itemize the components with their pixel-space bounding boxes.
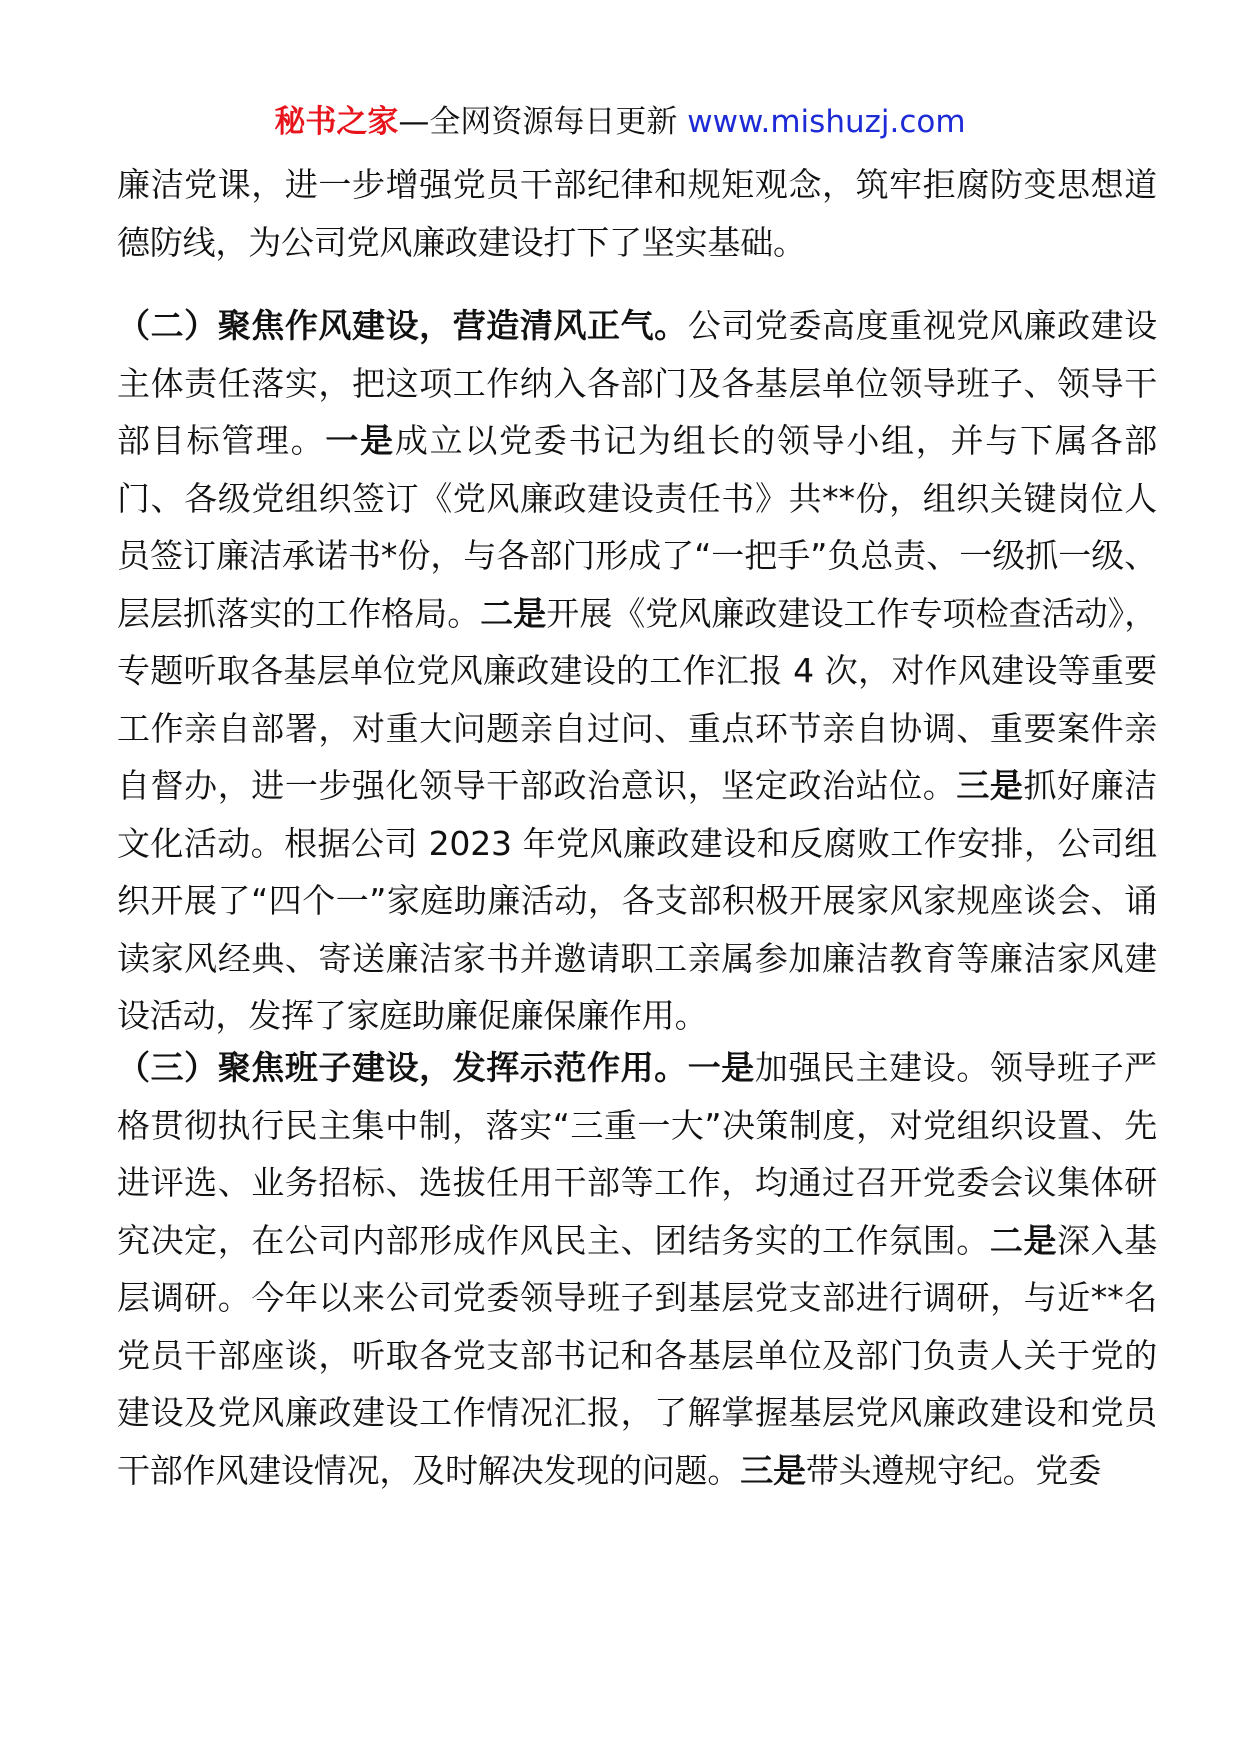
header-slogan: —全网资源每日更新: [398, 104, 678, 140]
item-text: 抓好廉洁文化活动。根据公司 2023 年党风廉政建设和反腐败工作安排，公司组织开展了“四个一”家庭助廉活动，各支部积极开展家风家规座谈会、诵读家风经典、寄送廉洁家书并邀请职工亲属参加廉洁教育等廉洁家风建设活动，发挥了家庭助廉促廉保廉作用。: [117, 766, 1157, 1035]
item-text: 深入基层调研。今年以来公司党委领导班子到基层党支部进行调研，与近**名党员干部座谈，听取各党支部书记和各基层单位及部门负责人关于党的建设及党风廉政建设工作情况汇报，了解掌握基层党风廉政建设和党员干部作风建设情况，及时解决发现的问题。: [117, 1220, 1157, 1490]
site-header: [0, 102, 1240, 142]
item-text: 成立以党委书记为组长的领导小组，并与下属各部门、各级党组织签订《党风廉政建设责任书》共**份，组织关键岗位人员签订廉洁承诺书*份，与各部门形成了“一把手”负总责、一级抓一级、层层抓落实的工作格局。: [117, 421, 1157, 633]
item-text: 带头遵规守纪。党委: [805, 1450, 1102, 1490]
item-label: 三是: [956, 766, 1024, 805]
item-label: 一是: [325, 421, 395, 460]
paragraph-2: [117, 297, 1157, 1045]
website-link[interactable]: www.mishuzj.com: [687, 104, 966, 140]
paragraph-2-intro: 公司党委高度重视党风廉政建设主体责任落实，把这项工作纳入各部门及各基层单位领导班子、领导干部目标管理。: [117, 306, 1157, 460]
item-text: 开展《党风廉政建设工作专项检查活动》，专题听取各基层单位党风廉政建设的工作汇报 4 次，对作风建设等重要工作亲自部署，对重大问题亲自过问、重点环节亲自协调、重要案件亲自督办，进一步强化领导干部政治意识，坚定政治站位。: [117, 593, 1157, 805]
item-text: 加强民主建设。领导班子严格贯彻执行民主集中制，落实“三重一大”决策制度，对党组织设置、先进评选、业务招标、选拔任用干部等工作，均通过召开党委会议集体研究决定，在公司内部形成作风民主、团结务实的工作氛围。: [117, 1048, 1157, 1260]
section-heading-2: （二）聚焦作风建设，营造清风正气。: [117, 306, 688, 345]
item-label: 二是: [480, 593, 547, 633]
paragraph-1-text: 廉洁党课，进一步增强党员干部纪律和规矩观念，筑牢拒腐防变思想道德防线，为公司党风廉政建设打下了坚实基础。: [117, 165, 1157, 262]
item-label: 二是: [989, 1220, 1058, 1260]
item-label: 一是: [687, 1048, 755, 1087]
brand-name: 秘书之家: [274, 104, 399, 140]
paragraph-1: [117, 156, 1157, 271]
paragraph-3: [117, 1039, 1157, 1499]
item-label: 三是: [740, 1450, 806, 1490]
section-heading-3: （三）聚焦班子建设，发挥示范作用。: [117, 1048, 688, 1087]
